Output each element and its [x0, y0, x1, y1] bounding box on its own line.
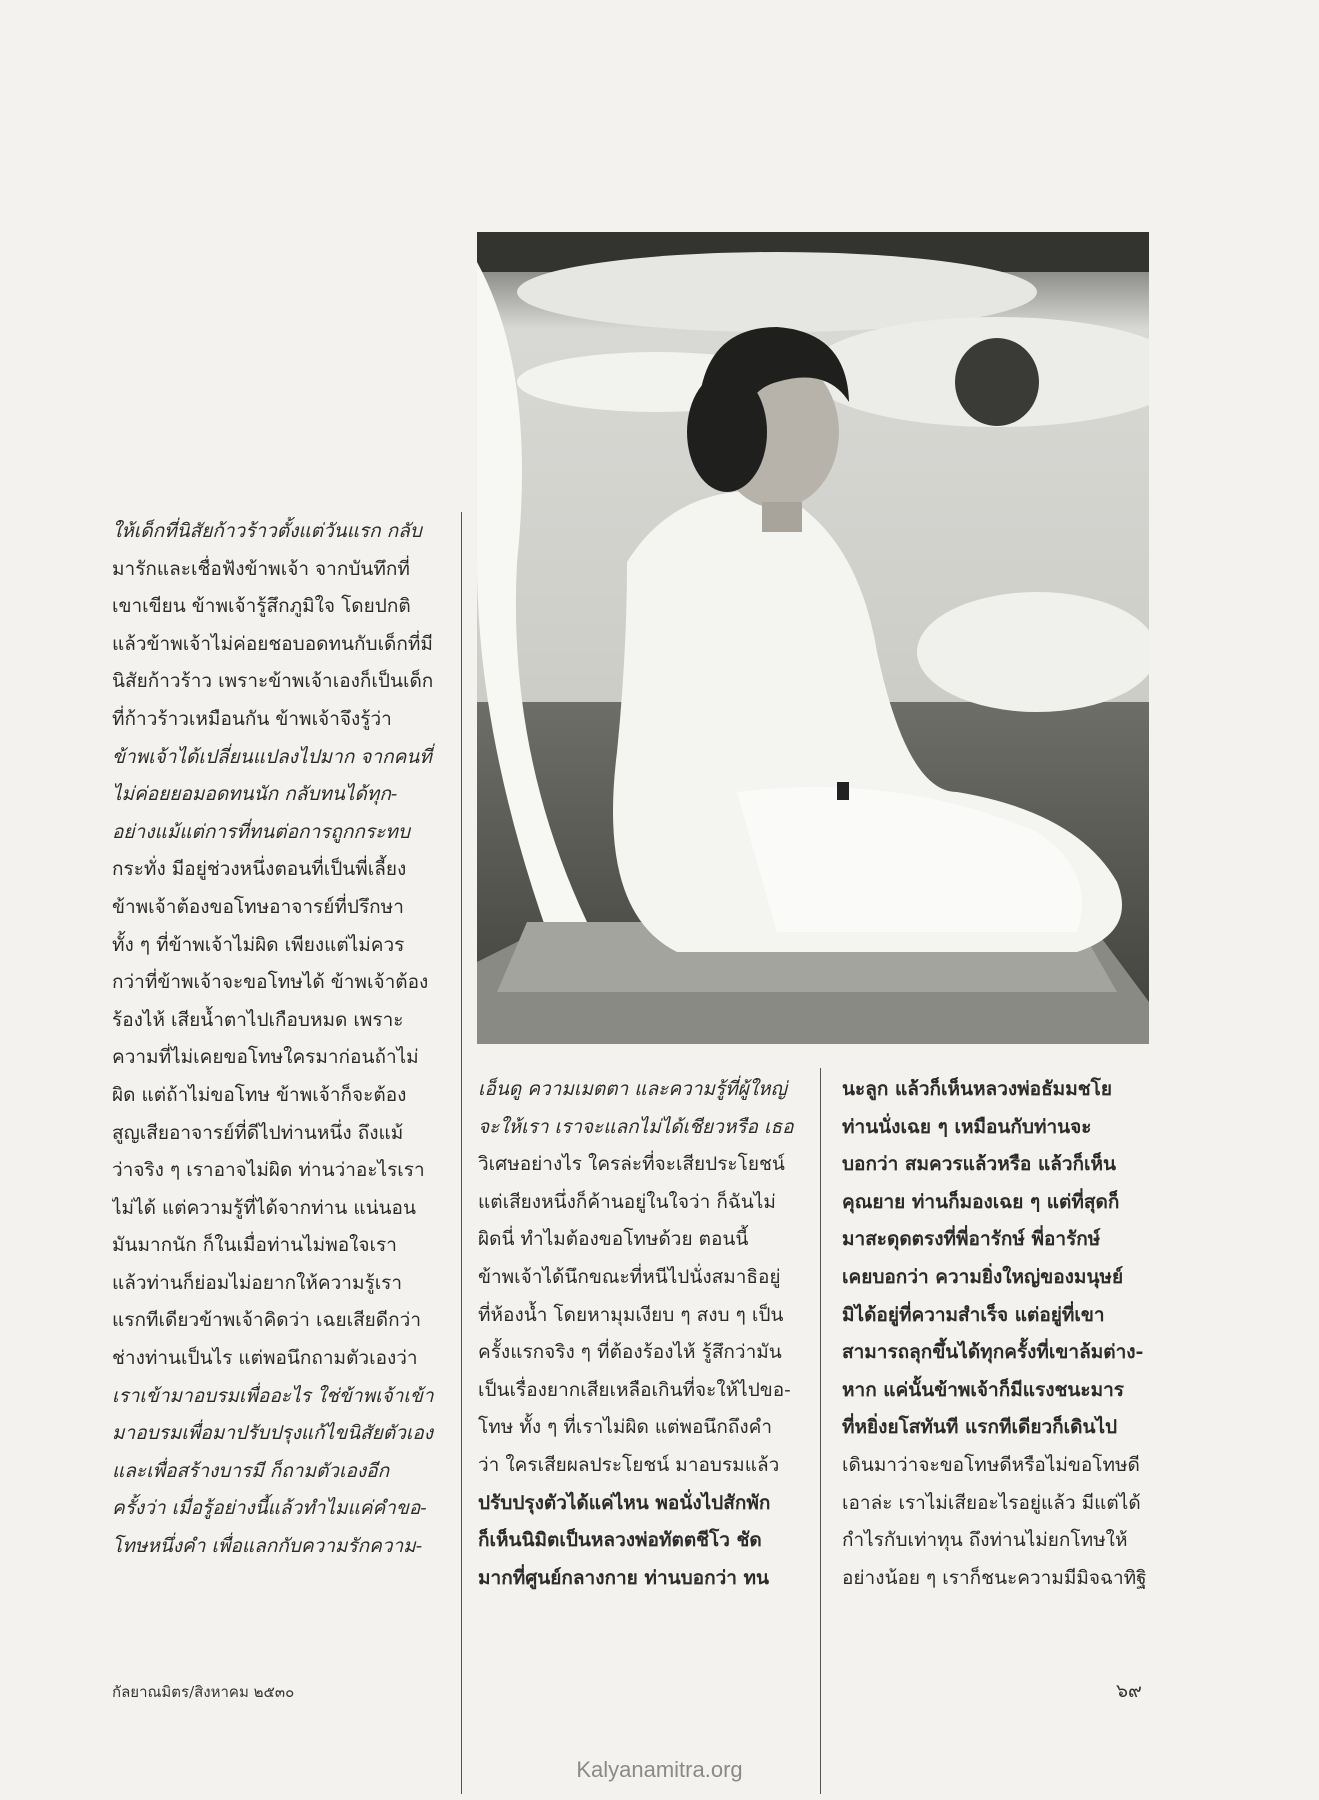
text-line: ทั้ง ๆ ที่ข้าพเจ้าไม่ผิด เพียงแต่ไม่ควร	[112, 933, 405, 956]
text-line: ครั้งว่า เมื่อรู้อย่างนี้แล้วทำไมแค่คำขอ-	[112, 1497, 427, 1520]
text-line: คุณยาย ท่านก็มองเฉย ๆ แต่ที่สุดก็	[842, 1190, 1120, 1213]
text-line: ความที่ไม่เคยขอโทษใครมาก่อนถ้าไม่	[112, 1046, 419, 1069]
text-line: ร้องไห้ เสียน้ำตาไปเกือบหมด เพราะ	[112, 1008, 404, 1031]
text-line: หาก แค่นั้นข้าพเจ้าก็มีแรงชนะมาร	[842, 1378, 1124, 1401]
text-line: วิเศษอย่างไร ใครล่ะที่จะเสียประโยชน์	[478, 1153, 785, 1176]
text-line: บอกว่า สมควรแล้วหรือ แล้วก็เห็น	[842, 1153, 1117, 1176]
page-number: ๖๙	[1116, 1680, 1142, 1702]
text-line: ข้าพเจ้าได้เปลี่ยนแปลงไปมาก จากคนที่	[112, 745, 432, 768]
text-line: ว่า ใครเสียผลประโยชน์ มาอบรมแล้ว	[478, 1453, 780, 1476]
text-line: โทษหนึ่งคำ เพื่อแลกกับความรักความ-	[112, 1535, 423, 1558]
column-divider	[820, 1068, 821, 1794]
text-line: มารักและเชื่อฟังข้าพเจ้า จากบันทึกที่	[112, 557, 410, 580]
text-line: และเพื่อสร้างบารมี ก็ถามตัวเองอีก	[112, 1459, 390, 1482]
text-line: นิสัยก้าวร้าว เพราะข้าพเจ้าเองก็เป็นเด็ก	[112, 670, 434, 693]
text-line: แรกทีเดียวข้าพเจ้าคิดว่า เฉยเสียดีกว่า	[112, 1309, 421, 1332]
text-line: โทษ ทั้ง ๆ ที่เราไม่ผิด แต่พอนึกถึงคำ	[478, 1416, 773, 1439]
text-line: กว่าที่ข้าพเจ้าจะขอโทษได้ ข้าพเจ้าต้อง	[112, 971, 429, 994]
text-line: ปรับปรุงตัวได้แค่ไหน พอนั่งไปสักพัก	[478, 1491, 771, 1514]
text-line: ให้เด็กที่นิสัยก้าวร้าวตั้งแต่วันแรก กลับ	[112, 520, 422, 542]
text-line: เขาเขียน ข้าพเจ้ารู้สึกภูมิใจ โดยปกติ	[112, 595, 411, 618]
text-line: ผิดนี่ ทำไมต้องขอโทษด้วย ตอนนี้	[478, 1228, 749, 1251]
text-line: กำไรกับเท่าทุน ถึงท่านไม่ยกโทษให้	[842, 1529, 1128, 1552]
meditation-photo	[477, 232, 1149, 1044]
text-line: ก็เห็นนิมิตเป็นหลวงพ่อทัตตชีโว ชัด	[478, 1529, 762, 1552]
text-line: อย่างแม้แต่การที่ทนต่อการถูกกระทบ	[112, 820, 410, 843]
text-line: เคยบอกว่า ความยิ่งใหญ่ของมนุษย์	[842, 1265, 1124, 1288]
watermark: Kalyanamitra.org	[576, 1757, 743, 1782]
column-divider	[461, 512, 462, 1794]
text-line: ท่านนั่งเฉย ๆ เหมือนกับท่านจะ	[842, 1115, 1092, 1138]
text-column-right	[842, 1071, 1156, 1597]
text-line: อย่างน้อย ๆ เราก็ชนะความมีมิจฉาทิฐิ	[842, 1566, 1147, 1589]
text-line: ช่างท่านเป็นไร แต่พอนึกถามตัวเองว่า	[112, 1347, 418, 1370]
text-line: เดินมาว่าจะขอโทษดีหรือไม่ขอโทษดี	[842, 1453, 1140, 1476]
text-line: มาอบรมเพื่อมาปรับปรุงแก้ไขนิสัยตัวเอง	[112, 1422, 434, 1445]
text-line: มาสะดุดตรงที่พี่อารักษ์ พี่อารักษ์	[842, 1228, 1101, 1251]
text-line: นะลูก แล้วก็เห็นหลวงพ่อธัมมชโย	[842, 1078, 1112, 1100]
text-line: สามารถลุกขึ้นได้ทุกครั้งที่เขาล้มต่าง-	[842, 1341, 1144, 1364]
text-line: ว่าจริง ๆ เราอาจไม่ผิด ท่านว่าอะไรเรา	[112, 1159, 425, 1182]
text-line: มิได้อยู่ที่ความสำเร็จ แต่อยู่ที่เขา	[842, 1303, 1105, 1326]
text-line: จะให้เรา เราจะแลกไม่ได้เชียวหรือ เธอ	[478, 1115, 794, 1138]
text-line: ไม่ค่อยยอมอดทนนัก กลับทนได้ทุก-	[112, 783, 398, 806]
text-line: ข้าพเจ้าได้นึกขณะที่หนีไปนั่งสมาธิอยู่	[478, 1265, 781, 1288]
text-line: แล้วข้าพเจ้าไม่ค่อยชอบอดทนกับเด็กที่มี	[112, 632, 433, 655]
text-line: แต่เสียงหนึ่งก็ค้านอยู่ในใจว่า ก็ฉันไม่	[478, 1190, 776, 1213]
text-line: ผิด แต่ถ้าไม่ขอโทษ ข้าพเจ้าก็จะต้อง	[112, 1083, 407, 1106]
text-line: มากที่ศูนย์กลางกาย ท่านบอกว่า ทน	[478, 1566, 770, 1589]
text-line: เราเข้ามาอบรมเพื่ออะไร ใช่ข้าพเจ้าเข้า	[112, 1384, 434, 1407]
footer-issue-label: กัลยาณมิตร/สิงหาคม ๒๕๓๐	[112, 1683, 295, 1701]
text-line: เอ็นดู ความเมตตา และความรู้ที่ผู้ใหญ่	[478, 1078, 787, 1100]
text-line: แล้วท่านก็ย่อมไม่อยากให้ความรู้เรา	[112, 1271, 403, 1294]
text-line: ข้าพเจ้าต้องขอโทษอาจารย์ที่ปรึกษา	[112, 895, 404, 918]
text-line: มันมากนัก ก็ในเมื่อท่านไม่พอใจเรา	[112, 1234, 397, 1257]
text-line: กระทั่ง มีอยู่ช่วงหนึ่งตอนที่เป็นพี่เลี้ยง	[112, 858, 407, 881]
text-line: สูญเสียอาจารย์ที่ดีไปท่านหนึ่ง ถึงแม้	[112, 1121, 404, 1144]
text-line: ครั้งแรกจริง ๆ ที่ต้องร้องไห้ รู้สึกว่ามัน	[478, 1341, 782, 1364]
text-line: ที่หยิ่งยโสทันที แรกทีเดียวก็เดินไป	[842, 1416, 1118, 1439]
text-line: เอาล่ะ เราไม่เสียอะไรอยู่แล้ว มีแต่ได้	[842, 1491, 1141, 1514]
text-column-middle	[478, 1071, 796, 1597]
text-line: ไม่ได้ แต่ความรู้ที่ได้จากท่าน แน่นอน	[112, 1196, 416, 1219]
text-line: ที่ก้าวร้าวเหมือนกัน ข้าพเจ้าจึงรู้ว่า	[112, 707, 392, 730]
text-line: ที่ห้องน้ำ โดยหามุมเงียบ ๆ สงบ ๆ เป็น	[478, 1303, 784, 1326]
photo-illustration	[477, 232, 1149, 1044]
text-column-left	[112, 513, 452, 1566]
text-line: เป็นเรื่องยากเสียเหลือเกินที่จะให้ไปขอ-	[478, 1378, 791, 1401]
